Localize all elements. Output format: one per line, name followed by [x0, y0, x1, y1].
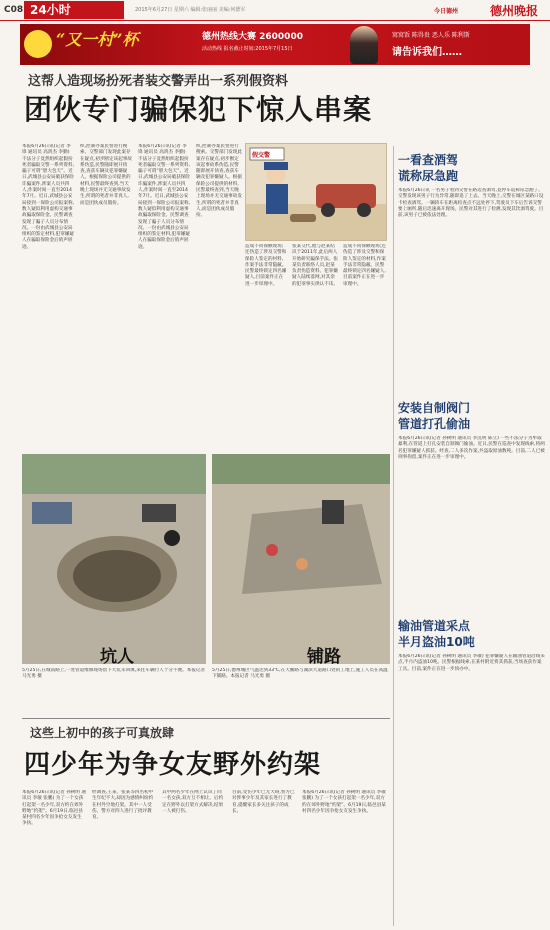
sidebar-headline-3: 输油管道采点 半月盗油10吨: [398, 619, 475, 649]
ad-title: “又一村”杯: [56, 30, 139, 49]
sidebar-divider: [393, 146, 394, 926]
header-rule: [0, 20, 550, 21]
story2-column-1: 本报6月26日讯(记者 孙树明 通讯员 李敏 张鹏) 为了一个女孩打起架一名少年,双方约在郊外野地“约架”。6月19日,临邑县某村四名少年因争抢女友发生争执。: [22, 790, 86, 827]
sidebar-headline-1: 一看查酒驾 谎称尿急跑: [398, 153, 459, 183]
photo-pothole-image: [22, 454, 206, 664]
section-tab: 24小时: [24, 1, 124, 19]
sidebar-headline-2: 安装自制阀门 管道打孔偷油: [398, 401, 471, 431]
sidebar-text-2: 本报6月26日讯(记者 孙树明 通讯员 李沉明 陈立) 一些不法分子为牟取暴利,在管道上打孔安装自制阀门偷油。近日,民警在巡查中发现线索,将两名犯罪嫌疑人抓获。经查,二人多次作案,共盗取原油数吨。目前,二人已被刑事拘留,案件正在进一步审理中。: [398, 436, 545, 460]
ad-right-text: 窝窝饭 陈得贵 恶人乐 陈利斯: [392, 32, 470, 39]
story2-column-5: 本报6月26日讯(记者 孙树明 通讯员 李敏 张鹏) 为了一个女孩打起架一名少年,双方约在郊外野地“约架”。6月19日,临邑县某村四名少年因争抢女友发生争执。: [302, 790, 388, 814]
photo-caption-left: 5月25日,在城南路上,一处管道维修现场留下大坑未回填,来往车辆行人十分不便。本报记者 马光勇 摄: [22, 668, 206, 680]
story-headline: 团伙专门骗保犯下惊人串案: [24, 93, 373, 126]
photo-paving: [212, 454, 390, 664]
cartoon-illustration: [245, 143, 387, 241]
story2-headline: 四少年为争女友野外约架: [24, 750, 322, 780]
photo-pothole: [22, 454, 206, 664]
story-column-3: 本报6月26日讯(记者 李锋 通讯员 高鸿杰 李勤) 不法分子竟然组织起假扮死者骗取交警一系列资料,骗子可谓“胆大包天”。近日,武城县公安局破获保险诈骗案件,涉案人员共四人,作案时间一直至2014年7月。近日,武城县公安局接到一保险公司报案称,数人疑似利用虚构交通事故骗取保险金。民警调查发现了骗子人员分布情况。一份由武城县公安局组织的鉴定材料,犯罪嫌疑人在骗取保险金后销声匿迹。: [138, 144, 190, 250]
photo-label-right: 铺路: [307, 647, 341, 664]
story2-column-2: 经调查,王某、张某等四名初中生年纪不大,却因为感情纠纷约在村外空地打架。其中一人受伤。警方对四人进行了批评教育。: [92, 790, 154, 821]
illustration-label: 假交警: [252, 152, 271, 159]
story-column-2: 织,控制办案民警进行搜索。交警部门发现此案存在疑点,初步断定该起事故系伪造,民警随即展开侦查,查获车辆及犯罪嫌疑人。根据保险公司提供的材料,民警最终查到,当天晚上现场并无交通事故发生,所谓的死者并非真人,而是团伙成员假扮。: [80, 144, 132, 206]
story-column-1: 本报6月26日讯(记者 李锋 通讯员 高鸿杰 李勤) 不法分子竟然组织起假扮死者骗取交警一系列资料,骗子可谓“胆大包天”。近日,武城县公安局破获保险诈骗案件,涉案人员共四人,作案时间一直至2014年7月。近日,武城县公安局接到一保险公司报案称,数人疑似利用虚构交通事故骗取保险金。民警调查发现了骗子人员分布情况。一份由武城县公安局组织的鉴定材料,犯罪嫌疑人在骗取保险金后销声匿迹。: [22, 144, 74, 250]
dateline: 2015年6月27日 星期六 编辑:张丽丽 美编:何德军: [135, 7, 246, 13]
story-column-5: 造成不同保额现场;还伪造了涉及交警和保险人鉴定的材料,作案手法非常隐蔽。民警最终锁定四名嫌疑人,目前案件正在进一步审理中。: [245, 244, 287, 287]
trophy-icon: [24, 30, 52, 58]
section-divider: [22, 718, 390, 719]
story-column-6: 张某交代,他与赵某结识于2011年,此后两人开始研究骗保手法。张某负责联络人员,赵某负责伪造资料。犯罪嫌疑人陆续落网,对其余的犯罪事实供认不讳。: [292, 244, 338, 287]
story-column-4: 织,控制办案民警进行搜索。交警部门发现此案存在疑点,初步断定该起事故系伪造,民警随即展开侦查,查获车辆及犯罪嫌疑人。根据保险公司提供的材料,民警最终查到,当天晚上现场并无交通事故发生,所谓的死者并非真人,而是团伙成员假扮。: [196, 144, 242, 219]
paper-logo: 德州晚报: [490, 4, 539, 18]
sidebar-text-3: 本报6月26日讯(记者 孙树明 通讯员 李敏) 犯罪嫌疑人在输油管道沿线采点,半月内盗油10吨。民警根据线索,在某村附近将其抓获,当场查获作案工具。目前,案件正在进一步侦办中。: [398, 654, 545, 672]
sidebar-text-1: 本报6月26日讯 一名男子看到交警在路边查酒驾,竟停车谎称尿急跑了。交警发现该男子行为异常,随即追了上去。当天晚上,交警在城区某路口设卡检查酒驾。一辆轿车在距离检查点不远处停下,驾驶员下车后告诉交警要上厕所,随后迅速离开现场。民警对其进行了检测,发现其饮酒驾驶。目前,该男子已被依法处理。: [398, 188, 544, 219]
photo-caption-right: 5月25日,德州城区气温达到33℃,在天衢路与湖滨大道路口处的工地上,施工人员在高温下铺路。本报记者 马光勇 摄: [212, 668, 388, 680]
banner-ad: [20, 24, 530, 65]
ad-small-text: 活动热线 报名截止时间:2015年7月15日: [202, 46, 293, 52]
story2-column-4: 目前,受伤少年已无大碍,警方已对涉事少年及其家长进行了教育,提醒家长多关注孩子的成长。: [232, 790, 295, 814]
photo-paving-image: [212, 454, 390, 664]
photo-label-left: 坑人: [100, 647, 134, 664]
page-header: [0, 0, 550, 20]
ad-slogan: 请告诉我们……: [392, 47, 462, 58]
ad-main-line: 德州热线大赛 2600000: [202, 32, 303, 42]
paper-label: 今日德州: [434, 8, 459, 15]
story-kicker: 这帮人造现场扮死者装交警弄出一系列假资料: [28, 74, 289, 89]
story2-kicker: 这些上初中的孩子可真放肆: [30, 726, 175, 740]
story-column-7: 造成不同保额现场;还伪造了涉及交警和保险人鉴定的材料,作案手法非常隐蔽。民警最终锁定四名嫌疑人,目前案件正在进一步审理中。: [343, 244, 386, 287]
page-number: C08: [4, 5, 24, 15]
ad-person-photo: [350, 26, 378, 64]
story2-column-3: 其中两名少年在网上认识了同一名女孩,双方互不相让。后约定在野外以打架方式解决,结果一人被打伤。: [162, 790, 224, 814]
